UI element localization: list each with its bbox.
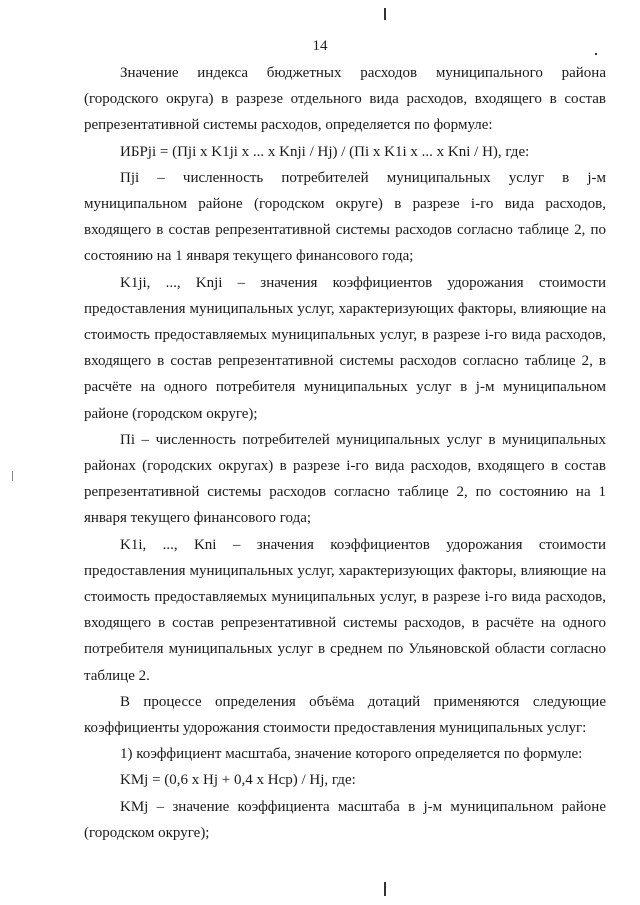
paragraph-pji: Пji – численность потребителей муниципальных услуг в j-м муниципальном районе (городском округе) в разрезе i-го вида расходов, входящего в состав репрезентативной системы расходов согласно таблице 2, по состоянию на 1 января текущего финансового года; (84, 169, 606, 265)
formula-kmj: KMj = (0,6 x Hj + 0,4 x Hср) / Hj, где: (120, 772, 356, 789)
paragraph-kmj: KMj – значение коэффициента масштаба в j-м муниципальном районе (городском округе); (84, 798, 606, 841)
scan-mark-bottom (384, 882, 386, 896)
paragraph-pi: Пi – численность потребителей муниципальных услуг в муниципальных районах (городских округах) в разрезе i-го вида расходов, входящего в состав репрезентативной системы расходов согласно таблице 2, по состоянию на 1 января текущего финансового года; (84, 431, 606, 527)
paragraph-k1i: K1i, ..., Kni – значения коэффициентов удорожания стоимости предоставления муниципальных услуг, характеризующих факторы, влияющие на стоимость предоставляемых муниципальных услуг, в разрезе i-го вида расходов, входящего в состав репрезентативной системы расходов, в расчёте на одного потребителя муниципальных услуг в среднем по Ульяновской области согласно таблице 2. (84, 536, 606, 684)
paragraph-k1ji: K1ji, ..., Knji – значения коэффициентов удорожания стоимости предоставления муниципальных услуг, характеризующих факторы, влияющие на стоимость предоставляемых муниципальных услуг, в разрезе i-го вида расходов, входящего в состав репрезентативной системы расходов согласно таблице 2, в расчёте на одного потребителя муниципальных услуг в j-м муниципальном районе (городском округе); (84, 274, 606, 422)
paragraph-scale-coefficient: 1) коэффициент масштаба, значение которого определяется по формуле: (120, 746, 583, 763)
formula-ibr: ИБРji = (Пji x K1ji x ... x Knji / Hj) / (Пi x K1i x ... x Kni / H), где: (120, 143, 530, 160)
paragraph-coefficients-intro: В процессе определения объёма дотаций применяются следующие коэффициенты удорожания стоимости предоставления муниципальных услуг: (84, 693, 606, 737)
page-number: 14 (312, 38, 328, 54)
document-body (84, 60, 606, 846)
scan-mark-top (384, 8, 386, 20)
scan-dot-left (12, 471, 13, 481)
paragraph-intro: Значение индекса бюджетных расходов муниципального района (городского округа) в разрезе отдельного вида расходов, входящего в состав репрезентативной системы расходов, определяется по формуле: (84, 65, 606, 134)
